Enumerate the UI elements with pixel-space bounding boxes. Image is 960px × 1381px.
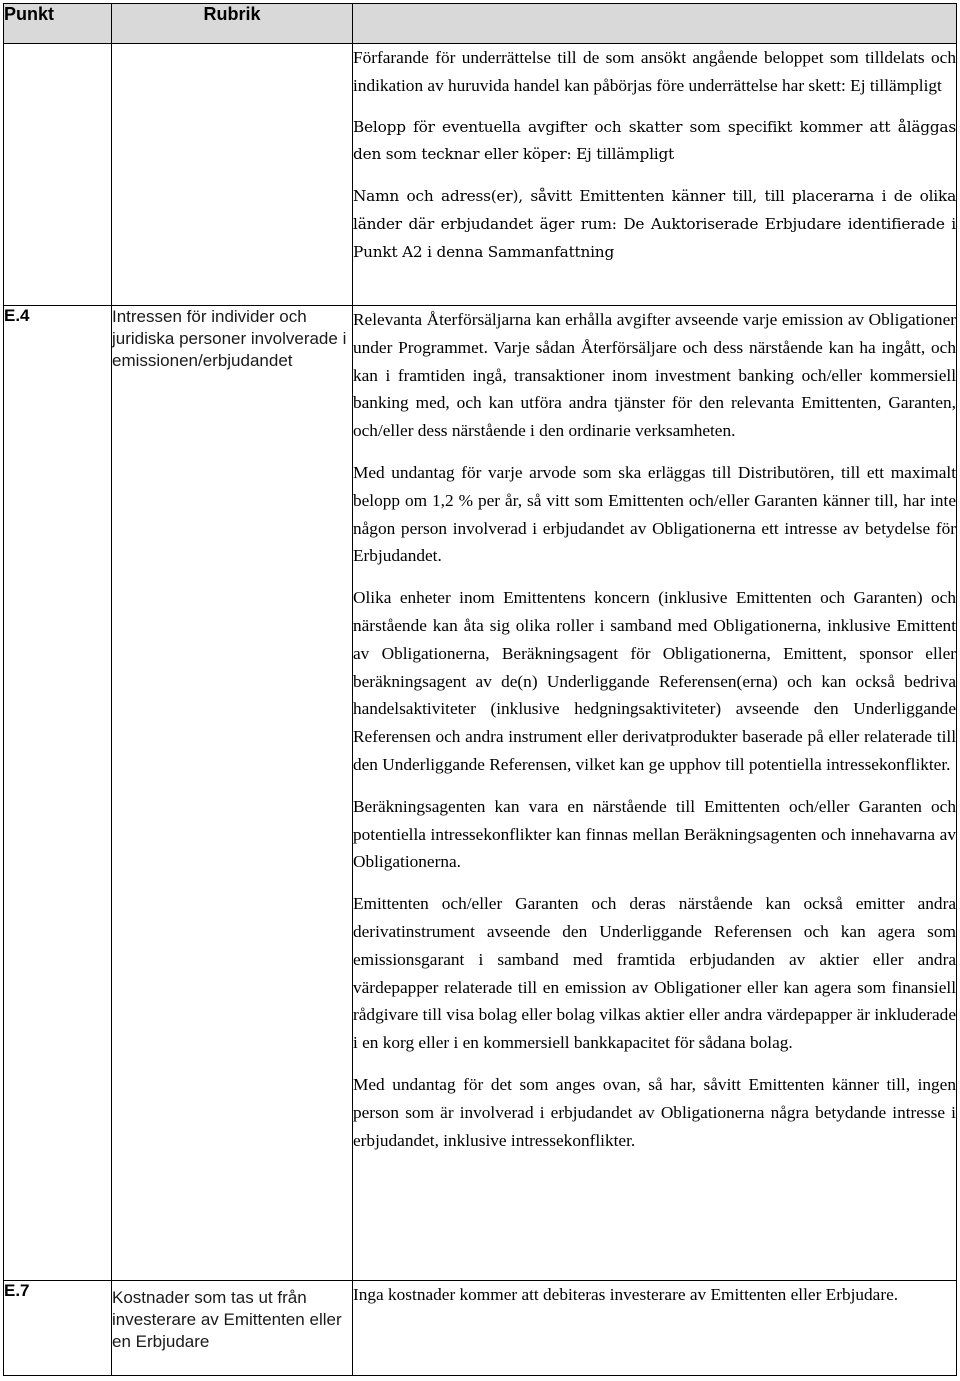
header-content: [353, 4, 957, 44]
row-rubrik: Kostnader som tas ut från investerare av Emittenten eller en Erbjudare: [112, 1281, 353, 1376]
paragraph: Namn och adress(er), såvitt Emittenten känner till, till placerarna i de olika länder där erbjudandet äger rum: De Auktoriserade Erbjudare identifierade i Punkt A2 i denna Sammanfattning: [353, 187, 956, 261]
paragraph: Emittenten och/eller Garanten och deras närstående kan också emitter andra derivatinstrument avseende den Underliggande Referensen och kan agera som emissionsgarant i samband med framtida erbjudanden av aktier eller andra värdepapper relaterade till en emission av Obligationer eller kan agera som finansiell rådgivare till visa bolag eller bolag vilkas aktier eller andra värdepapper är inkluderade i en korg eller i en kommersiell bankkapacitet för sådana bolag.: [353, 894, 956, 1053]
paragraph: Relevanta Återförsäljarna kan erhålla avgifter avseende varje emission av Obligationer under Programmet. Varje sådan Återförsäljare och dess närstående kan ha ingått, och kan i framtiden ingå, transaktioner inom investment banking och/eller kommersiell banking med, och kan utföra andra tjänster för den relevanta Emittenten, Garanten, och/eller dess närstående i den ordinarie verksamheten.: [353, 310, 956, 441]
row-punkt: E.7: [4, 1281, 112, 1376]
row-content: [353, 44, 957, 306]
row-rubrik: [112, 44, 353, 306]
table-row: [4, 1281, 957, 1376]
paragraph: Belopp för eventuella avgifter och skatter som specifikt kommer att åläggas den som tecknar eller köper: Ej tillämpligt: [353, 117, 956, 164]
table-row: [4, 306, 957, 1281]
paragraph: Med undantag för det som anges ovan, så har, såvitt Emittenten känner till, ingen person som är involverad i erbjudandet av Obligationerna några betydande intresse i erbjudandet, inklusive intressekonflikter.: [353, 1074, 956, 1150]
header-row: [4, 4, 957, 44]
paragraph: Beräkningsagenten kan vara en närstående till Emittenten och/eller Garanten och potentiella intressekonflikter kan finnas mellan Beräkningsagenten och innehavarna av Obligationerna.: [353, 796, 956, 872]
header-rubrik: Rubrik: [112, 4, 353, 44]
row-rubrik: Intressen för individer och juridiska personer involverade i emissionen/erbjudandet: [112, 306, 353, 1281]
row-punkt: [4, 44, 112, 306]
row-punkt: E.4: [4, 306, 112, 1281]
paragraph: Med undantag för varje arvode som ska erläggas till Distributören, till ett maximalt belopp om 1,2 % per år, så vitt som Emittenten och/eller Garanten känner till, har inte någon person involverad i erbjudandet av Obligationerna ett intresse av betydelse för Erbjudandet.: [353, 462, 956, 566]
row-content: [353, 1281, 957, 1376]
paragraph: Olika enheter inom Emittentens koncern (inklusive Emittenten och Garanten) och närstående kan åta sig olika roller i samband med Obligationerna, inklusive Emittent av Obligationerna, Beräkningsagent för Obligationerna, Emittent, sponsor eller beräkningsagent av de(n) Underliggande Referensen(erna) och kan också bedriva handelsaktiviteter (inklusive hedgningsaktiviteter) avseende den Underliggande Referensen och andra instrument eller derivatprodukter baserade på eller relaterade till den Underliggande Referensen, vilket kan ge upphov till potentiella intressekonflikter.: [353, 588, 956, 774]
paragraph: Förfarande för underrättelse till de som ansökt angående beloppet som tilldelats och indikation av huruvida handel kan påbörjas före underrättelse har skett: Ej tillämpligt: [353, 48, 956, 95]
summary-table: [3, 3, 957, 1376]
row-content: [353, 306, 957, 1281]
header-punkt: Punkt: [4, 4, 112, 44]
paragraph: Inga kostnader kommer att debiteras investerare av Emittenten eller Erbjudare.: [353, 1285, 899, 1304]
table-row: [4, 44, 957, 306]
